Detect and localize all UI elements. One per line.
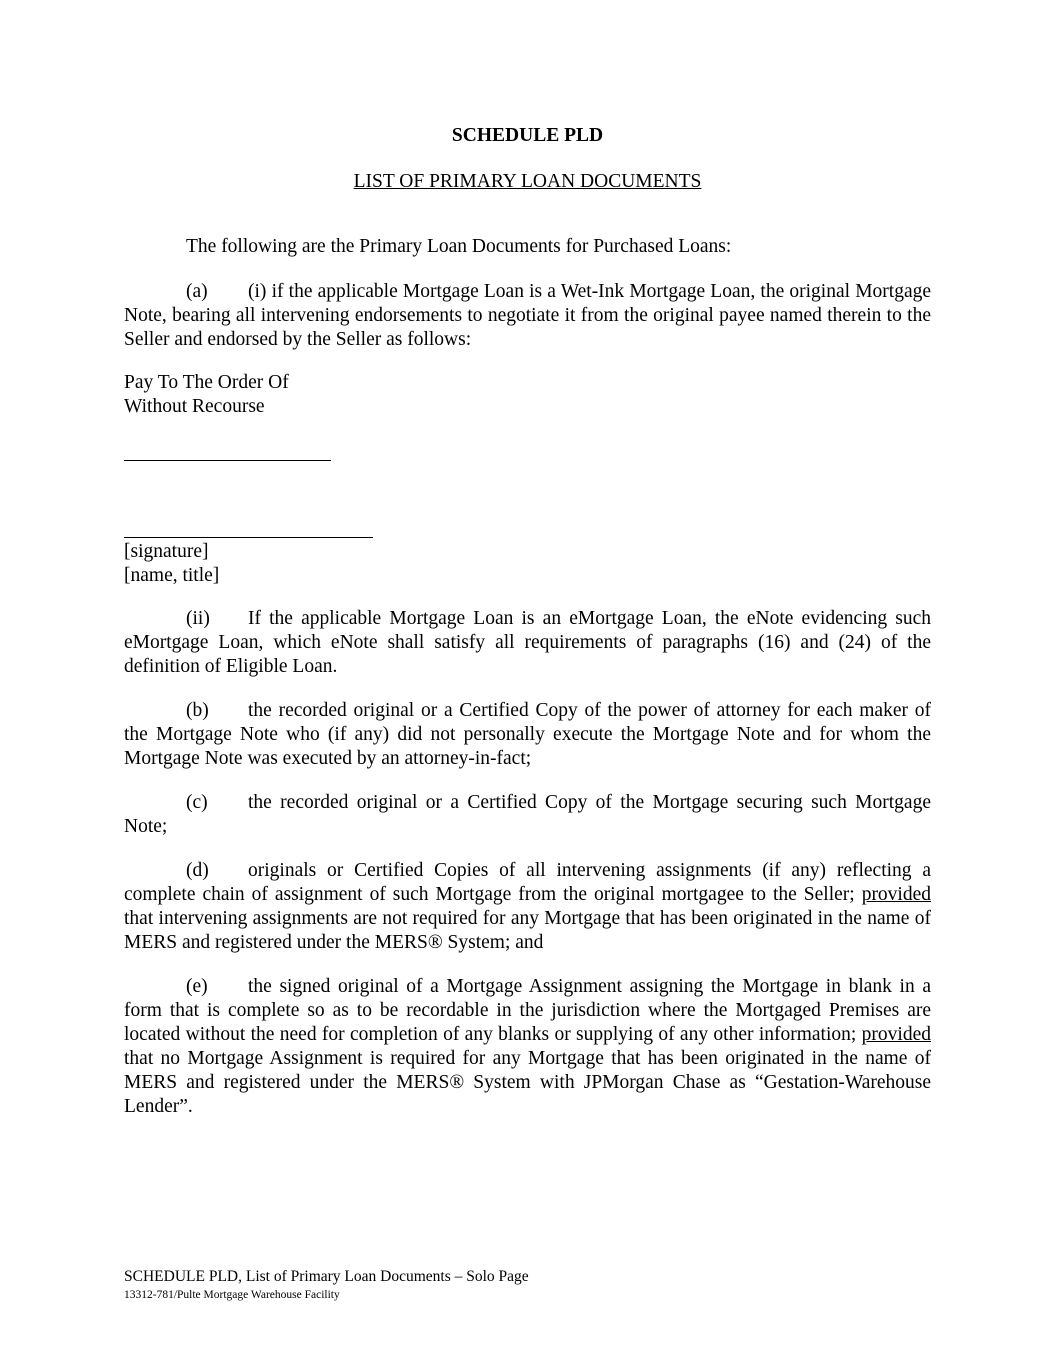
paragraph-e-text-before: the signed original of a Mortgage Assignment assigning the Mortgage in blank in a form that is complete so as to be recordable in the jurisdiction where the Mortgaged Premises are located without the need for completion of any blanks or supplying of any other information; bbox=[124, 976, 931, 1045]
paragraph-b-text: the recorded original or a Certified Copy of the power of attorney for each maker of the Mortgage Note who (if any) did not personally execute the Mortgage Note and for whom the Mortgage Note was executed by an attorney-in-fact; bbox=[124, 700, 931, 769]
endorsement-line-1: Pay To The Order Of bbox=[124, 372, 289, 393]
paragraph-b bbox=[124, 699, 931, 771]
paragraph-a-ii-label: (ii) bbox=[186, 608, 210, 629]
paragraph-a-text: if the applicable Mortgage Loan is a Wet-Ink Mortgage Loan, the original Mortgage Note, bearing all intervening endorsements to negotiate it from the original payee named therein to the Seller and endorsed by the Seller as follows: bbox=[124, 281, 932, 350]
paragraph-e-label: (e) bbox=[186, 976, 208, 997]
paragraph-a-sublabel: (i) bbox=[248, 281, 267, 302]
paragraph-a-ii-text: If the applicable Mortgage Loan is an eMortgage Loan, the eNote evidencing such eMortgage Loan, which eNote shall satisfy all requirements of paragraphs (16) and (24) of the definition of Eligible Loan. bbox=[124, 608, 931, 677]
page-subtitle: LIST OF PRIMARY LOAN DOCUMENTS bbox=[353, 171, 702, 192]
paragraph-e-text-after: that no Mortgage Assignment is required for any Mortgage that has been originated in the name of MERS and registered under the MERS® System with JPMorgan Chase as “Gestation-Warehouse Lender”. bbox=[124, 1048, 931, 1117]
paragraph-c bbox=[124, 791, 931, 839]
paragraph-c-text: the recorded original or a Certified Copy of the Mortgage securing such Mortgage Note; bbox=[124, 792, 931, 837]
paragraph-c-label: (c) bbox=[186, 792, 208, 813]
paragraph-d-text-before: originals or Certified Copies of all intervening assignments (if any) reflecting a complete chain of assignment of such Mortgage from the original mortgagee to the Seller; bbox=[124, 860, 931, 905]
page-title: SCHEDULE PLD bbox=[451, 125, 604, 146]
endorsement-block bbox=[124, 371, 289, 419]
paragraph-d bbox=[124, 859, 931, 955]
paragraph-e bbox=[124, 975, 931, 1119]
signature-block bbox=[124, 540, 219, 588]
footer-reference: 13312-781/Pulte Mortgage Warehouse Facility bbox=[124, 1289, 340, 1301]
paragraph-d-label: (d) bbox=[186, 860, 209, 881]
paragraph-a-label: (a) bbox=[186, 281, 208, 302]
intro-paragraph: The following are the Primary Loan Documents for Purchased Loans: bbox=[186, 236, 732, 257]
paragraph-d-provided: provided bbox=[861, 884, 932, 905]
endorsee-blank-line bbox=[124, 460, 331, 461]
paragraph-b-label: (b) bbox=[186, 700, 209, 721]
footer-title: SCHEDULE PLD, List of Primary Loan Documents – Solo Page bbox=[124, 1268, 529, 1285]
paragraph-a-ii bbox=[124, 607, 931, 679]
signature-line bbox=[124, 537, 373, 538]
name-title-placeholder: [name, title] bbox=[124, 565, 220, 586]
paragraph-d-text-after: that intervening assignments are not required for any Mortgage that has been originated in the name of MERS and registered under the MERS® System; and bbox=[124, 908, 931, 953]
endorsement-line-2: Without Recourse bbox=[124, 396, 265, 417]
signature-placeholder: [signature] bbox=[124, 541, 209, 562]
paragraph-a bbox=[124, 280, 931, 352]
paragraph-e-provided: provided bbox=[861, 1024, 931, 1045]
